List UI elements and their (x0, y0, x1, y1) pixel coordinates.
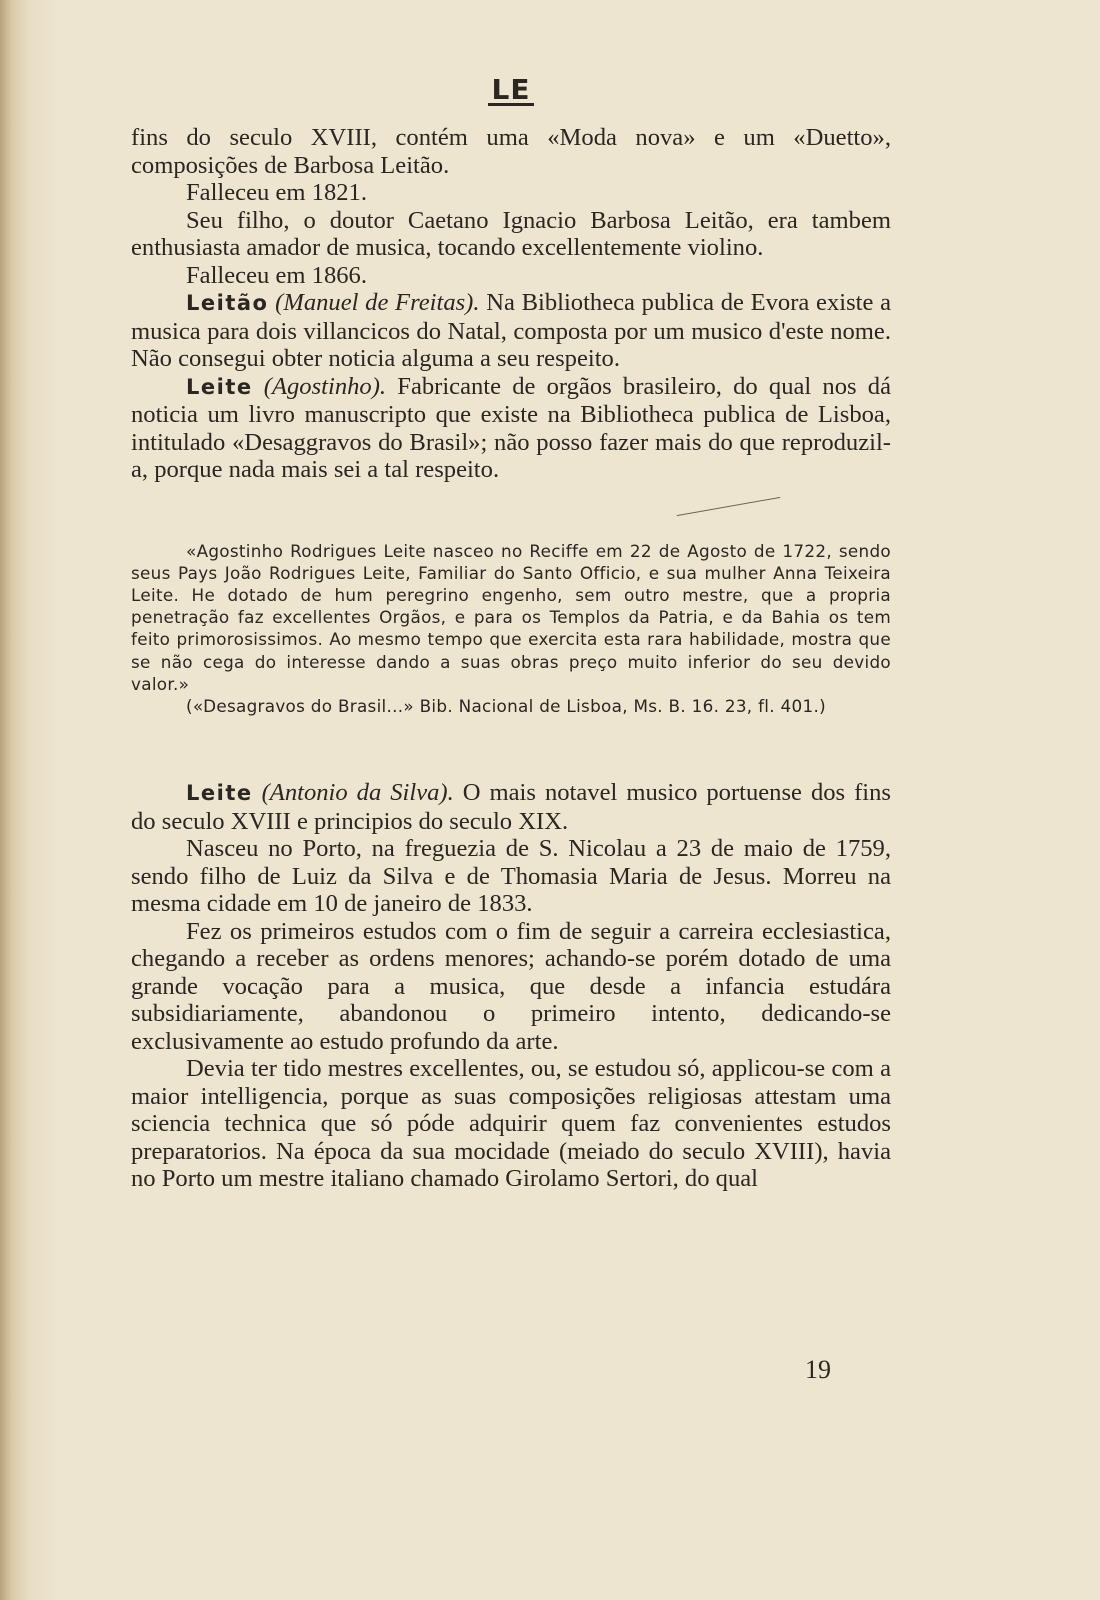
paragraph-death-1821: Falleceu em 1821. (186, 179, 367, 206)
footnote (131, 540, 891, 718)
page-number: 19 (805, 1355, 831, 1384)
entry-headword: Leite (186, 374, 253, 399)
paragraph-death-1866: Falleceu em 1866. (186, 261, 367, 289)
header-title: LE (488, 77, 535, 106)
entry-leite-antonio (131, 779, 891, 835)
entry-text: O mais notavel musico portuense dos fins do seculo XVIII e principios do seculo XIX. (131, 779, 892, 835)
footnote-source: («Desagravos do Brasil...» Bib. Nacional de Lisboa, Ms. B. 16. 23, fl. 401.) (186, 695, 826, 716)
entry-text: Na Bibliotheca publica de Evora existe a musica para dois villancicos do Natal, composta por um musico d'este nome. Não consegui obter noticia alguma a seu respeito. (131, 289, 891, 372)
entry-headword: Leite (186, 781, 253, 806)
paragraph-continuation: fins do seculo XVIII, contém uma «Moda nova» e um «Duetto», composições de Barbosa Leitão. (131, 124, 891, 179)
section-gap (131, 717, 891, 779)
paragraph-birth: Nasceu no Porto, na freguezia de S. Nicolau a 23 de maio de 1759, sendo filho de Luiz da Silva e de Thomasia Maria de Jesus. Morreu na mesma cidade em 10 de janeiro de 1833. (131, 835, 891, 918)
paragraph-son: Seu filho, o doutor Caetano Ignacio Barbosa Leitão, era tambem enthusiasta amador de musica, tocando excellentemente violino. (131, 206, 891, 261)
entry-text: Fabricante de orgãos brasileiro, do qual nos dá noticia um livro manuscripto que existe na Bibliotheca publica de Lisboa, intitulado «Desaggravos do Brasil»; não posso fazer mais do que reproduzil-a, porque nada mais sei a tal respeito. (131, 372, 891, 483)
entry-name: (Antonio da Silva). (261, 779, 454, 807)
footnote-quote: «Agostinho Rodrigues Leite nasceo no Reciffe em 22 de Agosto de 1722, sendo seus Pays João Rodrigues Leite, Familiar do Santo Officio, e sua mulher Anna Teixeira Leite. He dotado de hum peregrino engenho, sem outro mestre, que a propria penetração faz excellentes Orgãos, e para os Templos da Patria, e da Bahia os tem feito primorosissimos. Ao mesmo tempo que exercita esta rara habilidade, mostra que se não cega do interesse dando a suas obras preço muito inferior do seu devido valor.» (131, 540, 891, 694)
entry-name: (Manuel de Freitas). (275, 289, 480, 316)
entry-leite-agostinho (131, 373, 891, 484)
footnote-separator (131, 484, 891, 540)
entry-leitao-manuel (131, 289, 891, 373)
paragraph-masters: Devia ter tido mestres excellentes, ou, se estudou só, applicou-se com a maior intelligencia, porque as suas composições religiosas attestam uma sciencia technica que só póde adquirir quem faz convenientes estudos preparatorios. Na época da sua mocidade (meiado do seculo XVIII), havia no Porto um mestre italiano chamado Girolamo Sertori, do qual (131, 1055, 891, 1193)
paragraph-studies: Fez os primeiros estudos com o fim de seguir a carreira ecclesiastica, chegando a receber as ordens menores; achando-se porém dotado de uma grande vocação para a musica, que desde a infancia estudára subsidiariamente, abandonou o primeiro intento, dedicando-se exclusivamente ao estudo profundo da arte. (131, 917, 891, 1055)
entry-headword: Leitão (186, 291, 269, 315)
running-header (131, 70, 891, 110)
separator-line (677, 496, 781, 515)
entry-name: (Agostinho). (263, 372, 387, 400)
text-block (131, 70, 891, 1193)
